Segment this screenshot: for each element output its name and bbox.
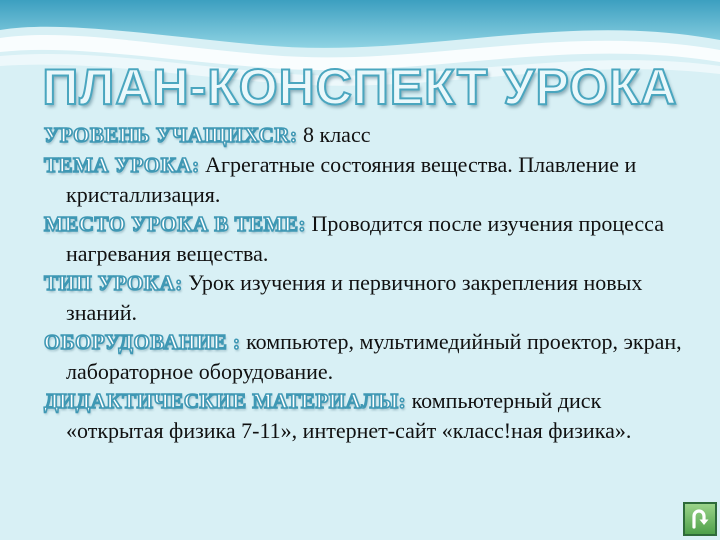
list-item [44,120,694,150]
return-button[interactable] [683,502,717,536]
item-label: УРОВЕНЬ УЧАЩИХСR: [44,123,298,147]
item-value: компьютерный диск «открытая физика 7-11», интернет-сайт «класс!ная физика». [66,388,632,443]
item-label: ДИДАКТИЧЕСКИЕ МАТЕРИАЛЫ: [44,389,407,413]
list-item [44,150,694,209]
list-item [44,268,694,327]
item-label: ТИП УРОКА: [44,271,183,295]
item-value: Проводится после изучения процесса нагревания вещества. [66,211,664,266]
item-label: ОБОРУДОВАНИЕ : [44,330,241,354]
list-item [44,386,694,445]
lesson-plan-list [44,120,694,445]
slide-title: ПЛАН-КОНСПЕКТ УРОКА [42,59,678,115]
return-arrow-icon [688,507,712,531]
list-item [44,327,694,386]
item-label: МЕСТО УРОКА В ТЕМЕ: [44,212,306,236]
item-label: ТЕМА УРОКА: [44,153,200,177]
item-value: Агрегатные состояния вещества. Плавление и кристаллизация. [66,152,637,207]
item-value: компьютер, мультимедийный проектор, экран, лабораторное оборудование. [66,329,682,384]
item-value: 8 класс [303,122,371,147]
item-value: Урок изучения и первичного закрепления новых знаний. [66,270,643,325]
list-item [44,209,694,268]
